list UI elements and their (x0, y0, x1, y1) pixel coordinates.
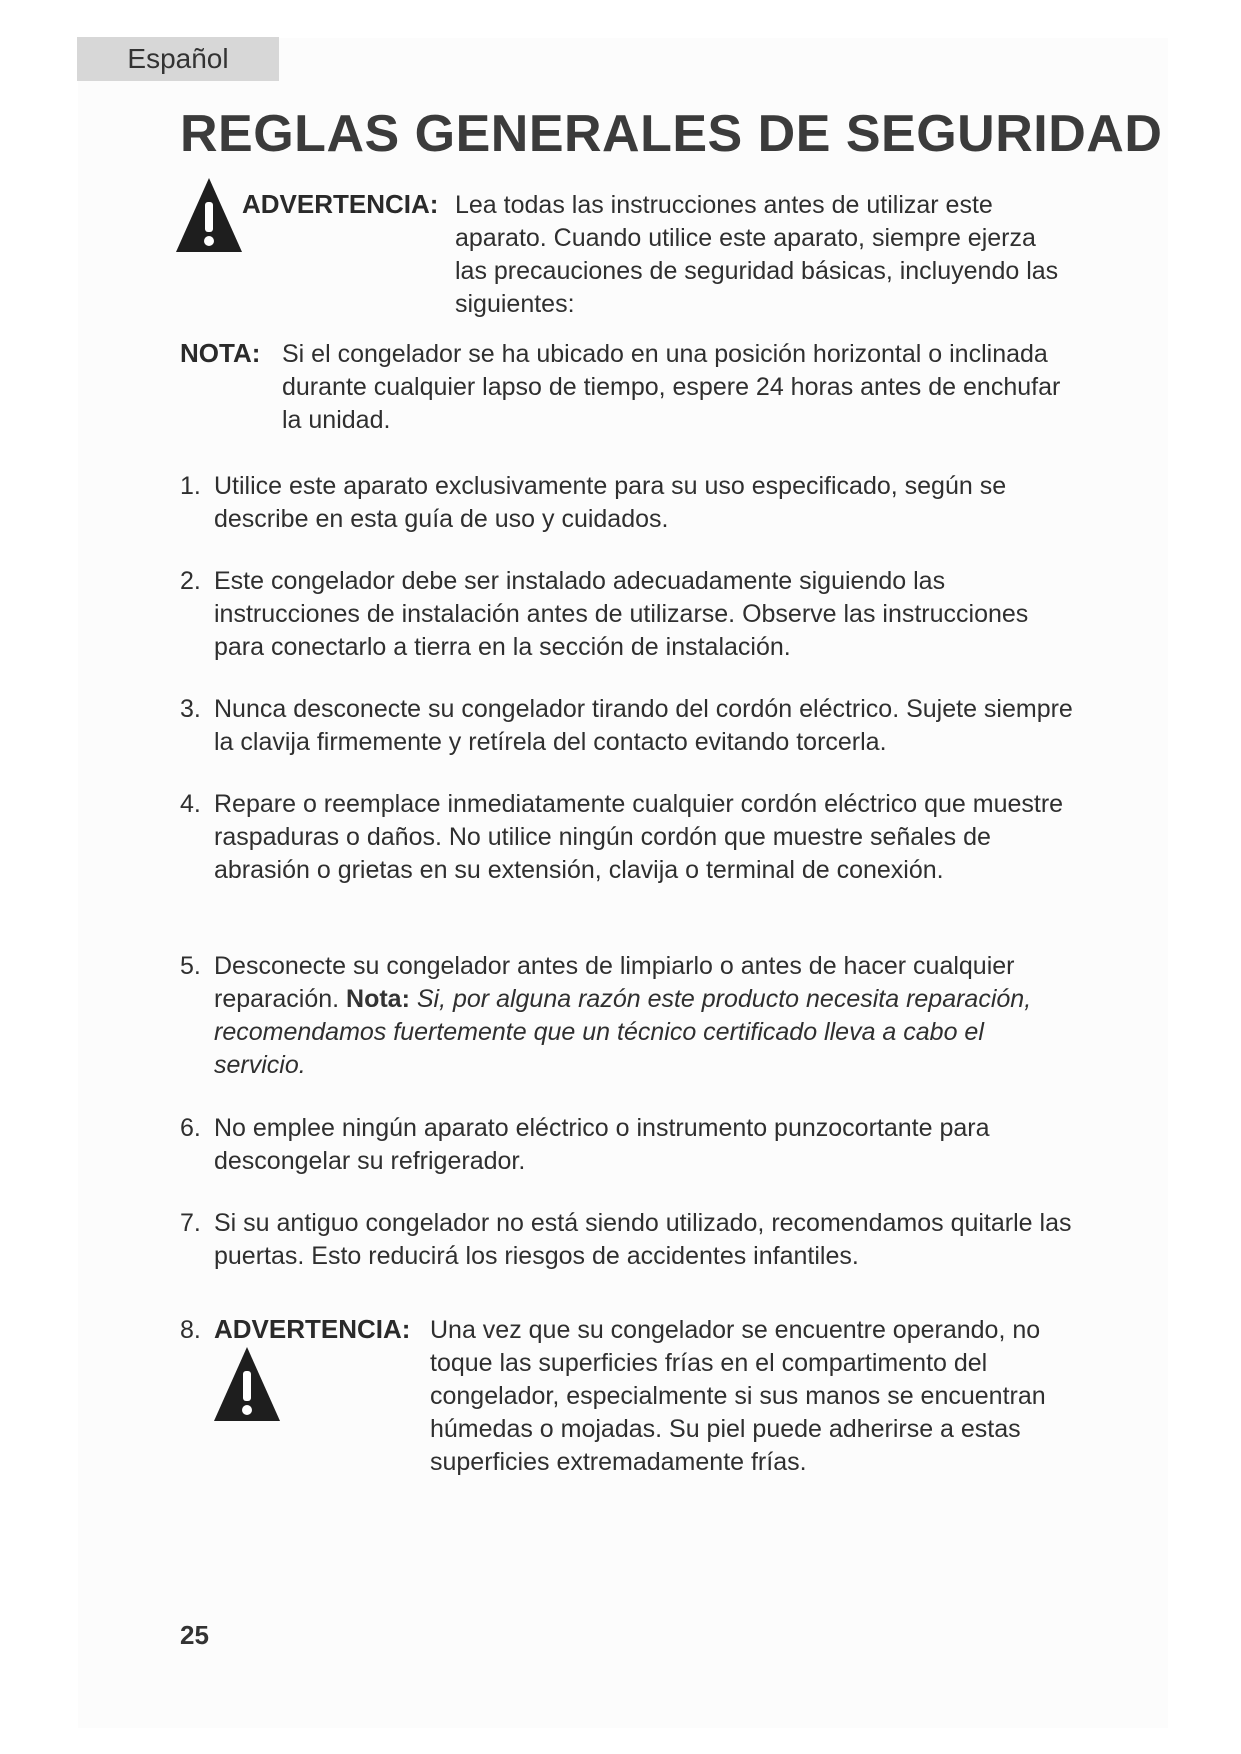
warning-text-body: Lea todas las instrucciones antes de utilizar este aparato. Cuando utilice este aparato, siempre ejerza las precauciones de seguridad básicas, incluyendo las siguientes: (455, 191, 1059, 318)
list-item (180, 788, 1080, 887)
list-item (180, 470, 1080, 536)
list-item-text: Si su antiguo congelador no está siendo utilizado, recomendamos quitarle las puertas. Esto reducirá los riesgos de accidentes infantiles. (214, 1209, 1072, 1270)
list-item (180, 693, 1080, 759)
list-item (180, 950, 1080, 1082)
note-label: NOTA: (180, 338, 261, 368)
page-number: 25 (180, 1620, 209, 1650)
list-item-text: Utilice este aparato exclusivamente para su uso especificado, según se describe en esta guía de uso y cuidados. (214, 472, 1007, 533)
list-item-text (214, 950, 1080, 1082)
page-title: REGLAS GENERALES DE SEGURIDAD (180, 105, 1163, 163)
language-tab: Español (77, 37, 279, 81)
warning-text (455, 189, 1065, 321)
list-item-number: 7. (180, 1209, 201, 1237)
list-item-text: Este congelador debe ser instalado adecuadamente siguiendo las instrucciones de instalación antes de utilizarse. Observe las instrucciones para conectarlo a tierra en la sección de instalación. (214, 567, 1029, 661)
warning-label: ADVERTENCIA: (242, 189, 439, 219)
list-item-number: 3. (180, 695, 201, 723)
warning-triangle-icon (174, 176, 244, 254)
warning-triangle-icon (212, 1345, 282, 1423)
list-item-text: Nunca desconecte su congelador tirando del cordón eléctrico. Sujete siempre la clavija firmemente y retírela del contacto evitando torcerla. (214, 695, 1073, 756)
list-item-text: No emplee ningún aparato eléctrico o instrumento punzocortante para descongelar su refrigerador. (214, 1114, 990, 1175)
list-item-number: 6. (180, 1114, 201, 1142)
list-item-number: 8. (180, 1316, 201, 1344)
warning-label: ADVERTENCIA: (214, 1314, 411, 1344)
warning-text: Una vez que su congelador se encuentre operando, no toque las superficies frías en el compartimento del congelador, especialmente si sus manos se encuentran húmedas o mojadas. Su piel puede adherirse a estas superficies extremadamente frías. (430, 1316, 1046, 1476)
list-item-main-text: Desconecte su congelador antes de limpiarlo o antes de hacer cualquier reparación. (214, 952, 1015, 1013)
note-text: Si el congelador se ha ubicado en una posición horizontal o inclinada durante cualquier lapso de tiempo, espere 24 horas antes de enchufar la unidad. (282, 340, 1061, 434)
list-item (180, 1112, 1080, 1178)
list-item (180, 1207, 1080, 1273)
list-item-note-text: Si, por alguna razón este producto necesita reparación, recomendamos fuertemente que un técnico certificado lleva a cabo el servicio. (214, 985, 1032, 1079)
list-item-number: 2. (180, 567, 201, 595)
list-item (180, 565, 1080, 664)
list-item-number: 4. (180, 790, 201, 818)
list-item-number: 1. (180, 472, 201, 500)
list-item-note-label: Nota: (346, 985, 410, 1013)
list-item-text: Repare o reemplace inmediatamente cualquier cordón eléctrico que muestre raspaduras o daños. No utilice ningún cordón que muestre señales de abrasión o grietas en su extensión, clavija o terminal de conexión. (214, 790, 1064, 884)
list-item-number: 5. (180, 952, 201, 980)
